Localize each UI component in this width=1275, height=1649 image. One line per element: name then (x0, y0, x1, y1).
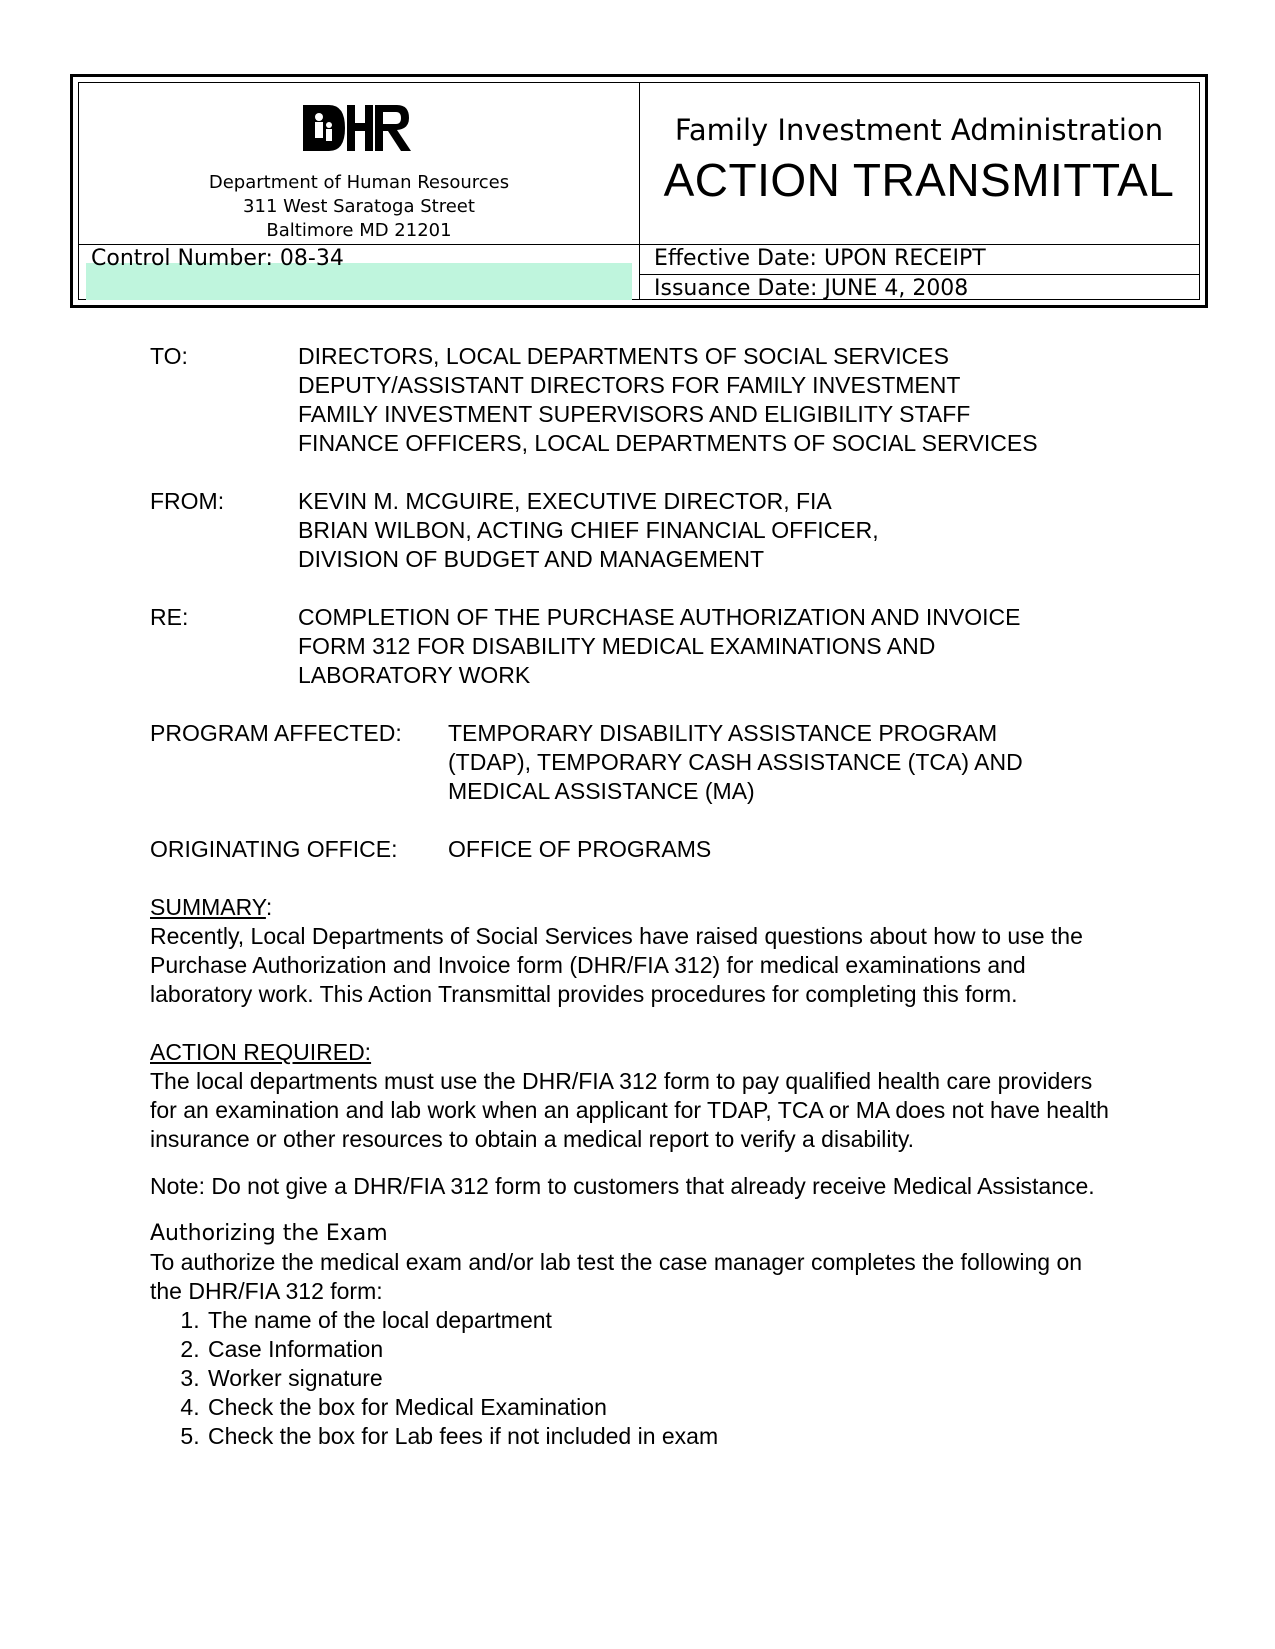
summary-heading (150, 893, 1120, 922)
from-line: DIVISION OF BUDGET AND MANAGEMENT (298, 546, 765, 572)
memo-body (150, 342, 1120, 1451)
list-item: 3. Worker signature (206, 1364, 1120, 1393)
from-line: KEVIN M. MCGUIRE, EXECUTIVE DIRECTOR, FIA (298, 488, 832, 514)
spacer (150, 1009, 1120, 1038)
header-box (70, 74, 1208, 308)
to-line: FINANCE OFFICERS, LOCAL DEPARTMENTS OF SOCIAL SERVICES (298, 430, 1038, 456)
list-item: 5. Check the box for Lab fees if not included in exam (206, 1422, 1120, 1451)
program-row (150, 719, 1120, 806)
department-address (79, 171, 639, 243)
program-value (448, 719, 1023, 806)
address-line-1: 311 West Saratoga Street (243, 196, 475, 217)
summary-colon: : (265, 894, 273, 920)
summary-title: SUMMARY (150, 894, 266, 920)
action-required-title: ACTION REQUIRED: (150, 1039, 372, 1065)
list-item: 4. Check the box for Medical Examination (206, 1393, 1120, 1422)
address-line-2: Baltimore MD 21201 (266, 220, 452, 241)
dhr-logo-icon (301, 103, 413, 153)
to-recipients (298, 342, 1038, 458)
office-value: OFFICE OF PROGRAMS (448, 836, 712, 862)
re-row (150, 603, 1120, 690)
re-subject (298, 603, 1020, 690)
spacer (150, 1201, 1120, 1219)
summary-text: Recently, Local Departments of Social Services have raised questions about how to use the Purchase Authorization and Invoice form (DHR/FIA 312) for medical examinations and laboratory work. This Action Transmittal provides procedures for completing this form. (150, 923, 1083, 1007)
list-item: 1. The name of the local department (206, 1306, 1120, 1335)
re-label: RE: (150, 604, 189, 630)
program-line: TEMPORARY DISABILITY ASSISTANCE PROGRAM (448, 720, 998, 746)
to-line: DEPUTY/ASSISTANT DIRECTORS FOR FAMILY INVESTMENT (298, 372, 961, 398)
department-name: Department of Human Resources (208, 172, 510, 193)
action-note: Note: Do not give a DHR/FIA 312 form to customers that already receive Medical Assistance. (150, 1173, 1095, 1199)
to-row (150, 342, 1120, 458)
agency-name: Family Investment Administration (674, 113, 1164, 147)
header-inner (78, 82, 1200, 300)
office-row (150, 835, 1120, 864)
re-line: FORM 312 FOR DISABILITY MEDICAL EXAMINATIONS AND (298, 633, 936, 659)
authorizing-intro: To authorize the medical exam and/or lab test the case manager completes the following on the DHR/FIA 312 form: (150, 1249, 1083, 1304)
re-line: LABORATORY WORK (298, 662, 531, 688)
action-required-text: The local departments must use the DHR/FIA 312 form to pay qualified health care providers for an examination and lab work when an applicant for TDAP, TCA or MA does not have health insurance or other resources to obtain a medical report to verify a disability. (150, 1068, 1109, 1152)
program-line: MEDICAL ASSISTANCE (MA) (448, 778, 755, 804)
from-senders (298, 487, 879, 574)
document-type: ACTION TRANSMITTAL (663, 154, 1175, 206)
authorizing-steps (150, 1306, 1120, 1451)
issuance-date: Issuance Date: JUNE 4, 2008 (654, 276, 969, 301)
from-line: BRIAN WILBON, ACTING CHIEF FINANCIAL OFFICER, (298, 517, 879, 543)
from-row (150, 487, 1120, 574)
program-label: PROGRAM AFFECTED: (150, 720, 402, 746)
authorizing-title: Authorizing the Exam (150, 1221, 388, 1246)
program-line: (TDAP), TEMPORARY CASH ASSISTANCE (TCA) AND (448, 749, 1023, 775)
list-item: 2. Case Information (206, 1335, 1120, 1364)
effective-date: Effective Date: UPON RECEIPT (654, 246, 986, 271)
from-label: FROM: (150, 488, 225, 514)
to-line: DIRECTORS, LOCAL DEPARTMENTS OF SOCIAL SERVICES (298, 343, 949, 369)
to-line: FAMILY INVESTMENT SUPERVISORS AND ELIGIBILITY STAFF (298, 401, 971, 427)
office-label: ORIGINATING OFFICE: (150, 836, 398, 862)
control-number: Control Number: 08-34 (91, 246, 344, 271)
to-label: TO: (150, 343, 188, 369)
spacer (150, 1154, 1120, 1172)
re-line: COMPLETION OF THE PURCHASE AUTHORIZATION AND INVOICE (298, 604, 1021, 630)
